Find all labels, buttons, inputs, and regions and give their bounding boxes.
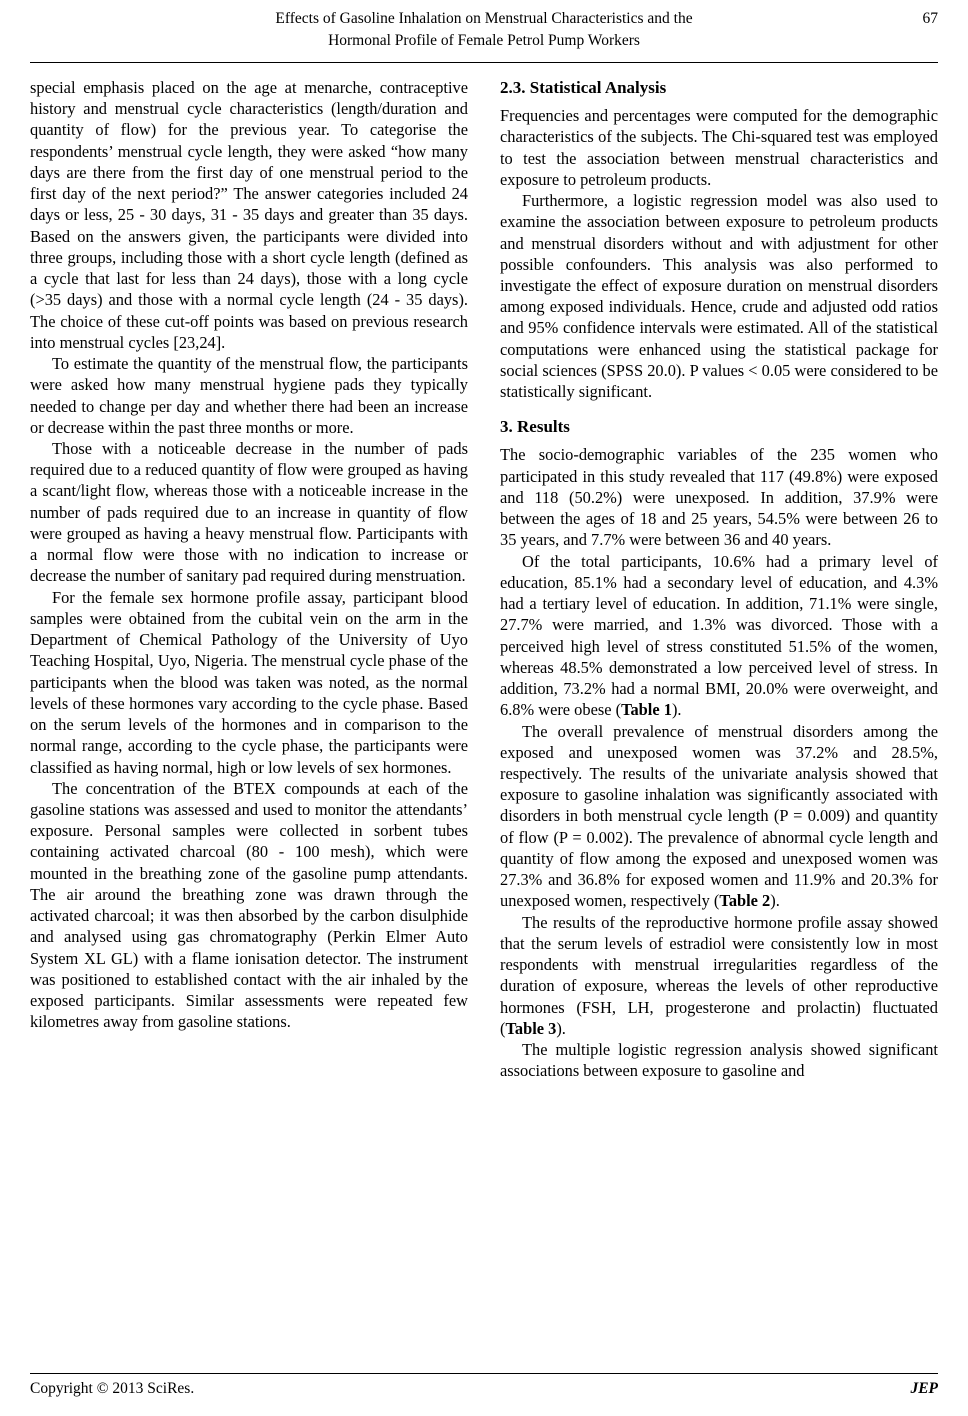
copyright-text: Copyright © 2013 SciRes.	[30, 1380, 195, 1397]
paragraph: The multiple logistic regression analysis showed significant associations between exposure to gasoline and	[500, 1040, 938, 1081]
footer-divider	[30, 1373, 938, 1374]
running-head-line-1: Effects of Gasoline Inhalation on Menstrual Characteristics and the	[275, 10, 693, 27]
table-reference-2: Table 2	[719, 891, 771, 911]
left-column	[30, 77, 468, 1082]
paragraph-text-end: ).	[671, 700, 682, 720]
section-heading-results: 3. Results	[500, 417, 570, 437]
section-heading-statistical-analysis: 2.3. Statistical Analysis	[500, 78, 667, 97]
paragraph-text: The overall prevalence of menstrual disorders among the exposed and unexposed women was 37.2% and 28.5%, respectively. The results of the univariate analysis showed that exposure to gasoline inhalation was significantly associated with disorders in both menstrual cycle length (P = 0.009) and quantity of flow (P = 0.002). The prevalence of abnormal cycle length and quantity of flow among the exposed and unexposed women was 27.3% and 36.8% for exposed women and 11.9% and 20.3% for unexposed women, respectively (	[500, 721, 938, 911]
table-reference-1: Table 1	[621, 700, 672, 720]
page-footer	[30, 1373, 938, 1398]
body-columns	[30, 77, 938, 1082]
paragraph: For the female sex hormone profile assay, participant blood samples were obtained from the cubital vein on the arm in the Department of Chemical Pathology of the University of Uyo Teaching Hospital, Uyo, Nigeria. The menstrual cycle phase of the participants when the blood was taken was noted, as the normal levels of these hormones vary according to the cycle phase. Based on the serum levels of the hormones and in comparison to the normal range, according to the cycle phase, the participants were classified as having normal, high or low levels of sex hormones.	[30, 587, 468, 777]
right-column	[500, 77, 938, 1082]
paragraph: To estimate the quantity of the menstrual flow, the participants were asked how many menstrual hygiene pads they typically needed to change per day and whether there had been an increase or decrease within the past three months or more.	[30, 354, 468, 437]
paragraph-text-end: ).	[770, 891, 780, 911]
paragraph: Those with a noticeable decrease in the number of pads required due to a reduced quantity of flow were grouped as having a scant/light flow, whereas those with a noticeable increase in the number of pads required due to an increase in quantity of flow were grouped as having a heavy menstrual flow. Participants with a normal flow were those with no indication to increase or decrease the number of sanitary pad required during menstruation.	[30, 438, 468, 586]
running-head	[30, 0, 938, 52]
running-head-line-2: Hormonal Profile of Female Petrol Pump Workers	[328, 32, 640, 49]
paragraph-text: The results of the reproductive hormone profile assay showed that the serum levels of estradiol were consistently low in most respondents with menstrual irregularities regardless of the duration of exposure, whereas the levels of other reproductive hormones (FSH, LH, progesterone and prolactin) fluctuated (	[500, 912, 938, 1038]
paragraph-text: Of the total participants, 10.6% had a primary level of education, 85.1% had a secondary level of education, and 4.3% had a tertiary level of education. In addition, 71.1% were single, 27.7% were married, and 1.3% was divorced. Those with a perceived high level of stress constituted 51.5% of the women, whereas 48.5% demonstrated a low perceived level of stress. In addition, 73.2% had a normal BMI, 20.0% were overweight, and 6.8% were obese (	[500, 551, 938, 720]
paragraph: Furthermore, a logistic regression model was also used to examine the association between exposure to petroleum products and menstrual disorders without and with adjustment for other possible confounders. This analysis was also performed to investigate the effect of exposure duration on menstrual disorders among exposed individuals. Hence, crude and adjusted odd ratios and 95% confidence intervals were estimated. All of the statistical computations were enhanced using the statistical package for social sciences (SPSS 20.0). P values < 0.05 were considered to be statistically significant.	[500, 191, 938, 402]
paragraph	[500, 721, 938, 912]
paragraph: The socio-demographic variables of the 235 women who participated in this study revealed that 117 (49.8%) were exposed and 118 (50.2%) were unexposed. In addition, 37.9% were between the ages of 18 and 25 years, 54.5% were between 26 to 35 years, and 7.7% were between 36 and 40 years.	[500, 445, 938, 550]
page-number: 67	[922, 10, 938, 27]
paragraph-text-end: ).	[556, 1018, 566, 1038]
header-divider	[30, 62, 938, 63]
paragraph: Frequencies and percentages were computed for the demographic characteristics of the subjects. The Chi-squared test was employed to test the association between menstrual characteristics and exposure to petroleum products.	[500, 106, 938, 189]
paragraph	[500, 551, 938, 721]
paragraph	[500, 912, 938, 1039]
paragraph: The concentration of the BTEX compounds at each of the gasoline stations was assessed and used to monitor the attendants’ exposure. Personal samples were collected in sorbent tubes containing activated charcoal (80 - 100 mesh), which were mounted in the breathing zone of the gasoline pump attendants. The air around the breathing zone was drawn through the activated charcoal; it was then absorbed by the carbon disulphide and analysed using gas chromatography (Perkin Elmer Auto System XL GL) with a flame ionisation detector. The instrument was positioned to established contact with the air inhaled by the exposed participants. Similar assessments were repeated few kilometres away from gasoline stations.	[30, 778, 468, 1032]
journal-abbreviation: JEP	[910, 1380, 938, 1397]
paragraph: special emphasis placed on the age at menarche, contraceptive history and menstrual cycle characteristics (length/duration and quantity of flow) for the previous year. To categorise the respondents’ menstrual cycle length, they were asked “how many days are there from the first day of one menstrual period to the first day of the next period?” The answer categories included 24 days or less, 25 - 30 days, 31 - 35 days and greater than 35 days. Based on the answers given, the participants were divided into three groups, including those with a short cycle length (defined as a cycle that last for less than 24 days), those with a long cycle (>35 days) and those with a normal cycle length (24 - 35 days). The choice of these cut-off points was based on previous research into menstrual cycles [23,24].	[30, 78, 468, 352]
table-reference-3: Table 3	[505, 1018, 557, 1038]
